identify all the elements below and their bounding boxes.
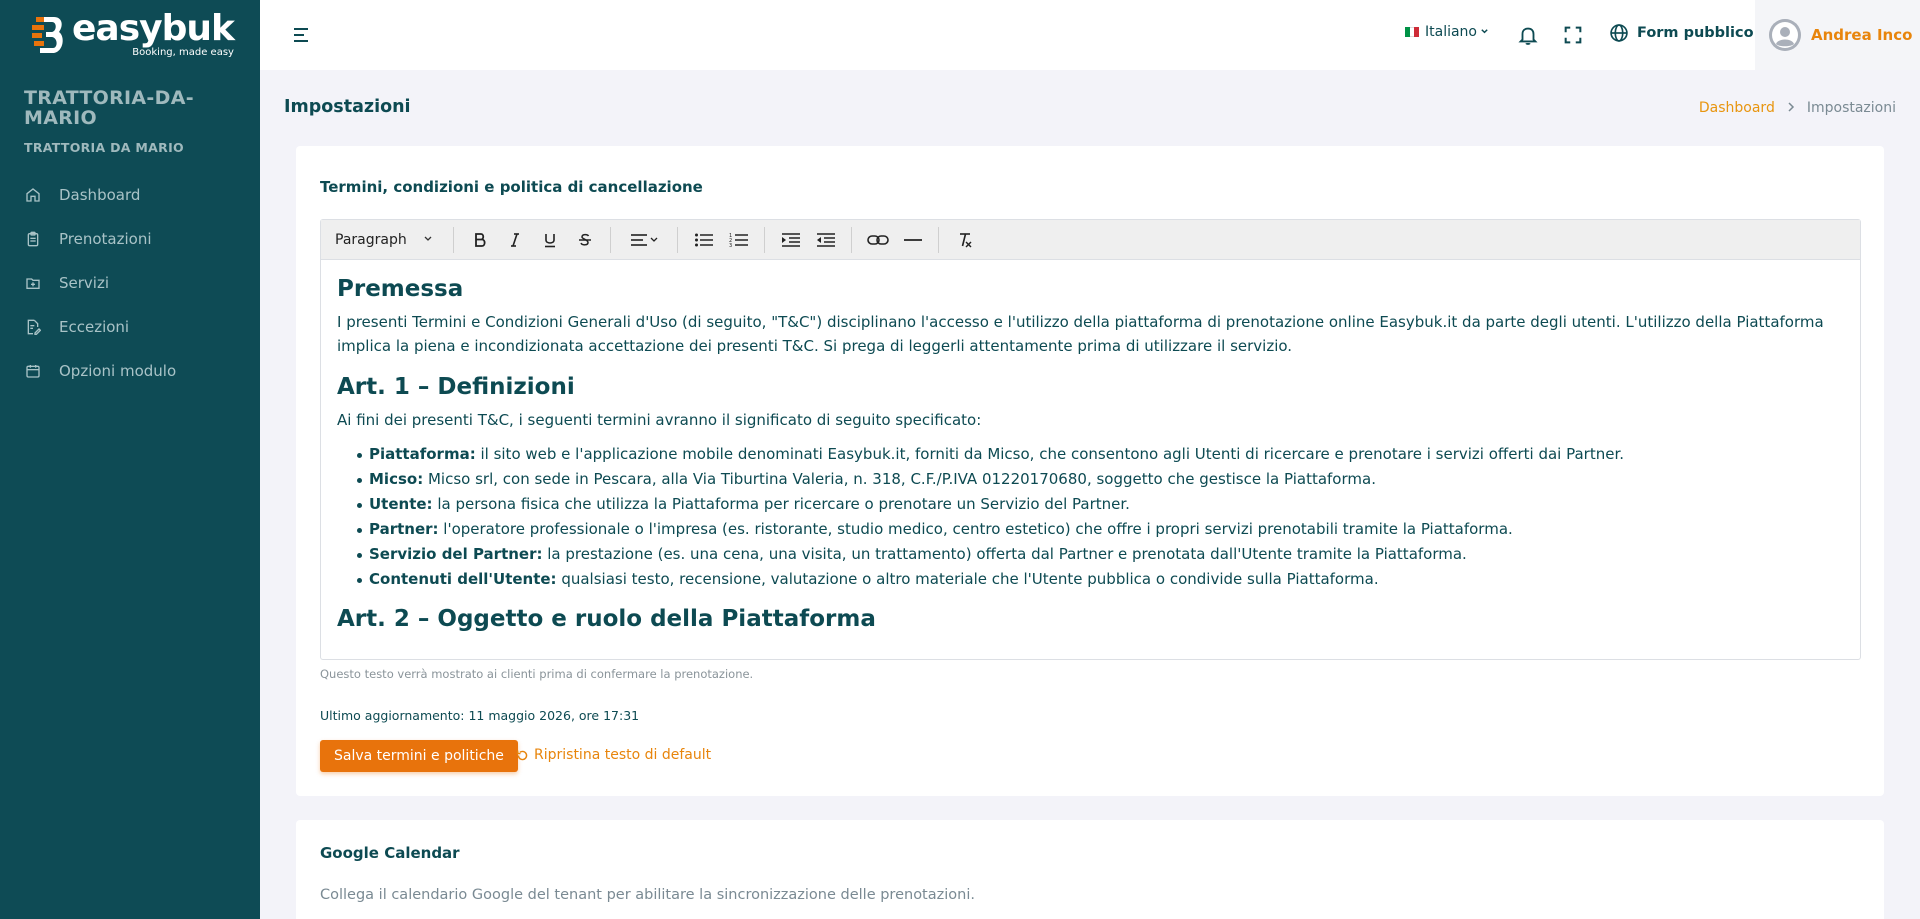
save-terms-button[interactable]: Salva termini e politiche [320, 740, 518, 772]
chevron-down-icon [1480, 24, 1489, 40]
underline-icon[interactable] [532, 225, 567, 255]
menu-toggle-icon[interactable] [292, 25, 312, 45]
toolbar-divider [764, 227, 765, 253]
toolbar-divider [851, 227, 852, 253]
bold-icon[interactable] [462, 225, 497, 255]
indent-icon[interactable] [773, 225, 808, 255]
definitions-list [357, 442, 1844, 592]
tenant-name: TRATTORIA DA MARIO [24, 140, 184, 155]
sidebar-item-servizi[interactable] [0, 261, 260, 305]
sidebar-item-label: Eccezioni [59, 318, 130, 336]
list-item [357, 567, 1844, 592]
sidebar [0, 0, 260, 919]
align-left-icon[interactable] [619, 225, 669, 255]
brand-logo[interactable] [0, 0, 260, 70]
toolbar-divider [677, 227, 678, 253]
user-menu[interactable] [1755, 0, 1920, 70]
top-header [260, 0, 1920, 70]
definition-text: il sito web e l'applicazione mobile denominati Easybuk.it, forniti da Micso, che consentono agli Utenti di ricercare e prenotare i servizi offerti dai Partner. [475, 445, 1625, 463]
italy-flag-icon [1405, 27, 1419, 37]
italic-icon[interactable] [497, 225, 532, 255]
sidebar-item-label: Opzioni modulo [59, 362, 177, 380]
reset-icon [516, 749, 529, 762]
public-form-label: Form pubblico [1637, 25, 1754, 41]
file-edit-icon [24, 318, 42, 336]
sidebar-item-eccezioni[interactable] [0, 305, 260, 349]
outdent-icon[interactable] [808, 225, 843, 255]
last-updated-text: Ultimo aggiornamento: 11 maggio 2026, ore 17:31 [320, 708, 640, 723]
heading-art2: Art. 2 – Oggetto e ruolo della Piattaforma [337, 606, 876, 632]
avatar [1769, 19, 1801, 51]
chevron-right-icon [1787, 100, 1795, 116]
list-item [357, 442, 1844, 467]
definition-term: Utente: [369, 495, 433, 513]
list-item [357, 517, 1844, 542]
definition-text: la persona fisica che utilizza la Piattaforma per ricercare o prenotare un Servizio del Partner. [432, 495, 1130, 513]
definition-term: Contenuti dell'Utente: [369, 570, 557, 588]
block-format-select[interactable] [335, 232, 445, 248]
reset-default-button[interactable] [516, 747, 711, 763]
google-calendar-title: Google Calendar [320, 844, 460, 862]
toolbar-divider [453, 227, 454, 253]
editor-toolbar [321, 220, 1860, 260]
brand-name: easybuk [72, 8, 234, 49]
definition-term: Partner: [369, 520, 439, 538]
definition-term: Micso: [369, 470, 424, 488]
easybuk-logo-icon [30, 15, 66, 55]
block-format-value: Paragraph [335, 231, 407, 248]
paragraph-art1: Ai fini dei presenti T&C, i seguenti termini avranno il significato di seguito specificato: [337, 411, 982, 429]
horizontal-rule-icon[interactable] [895, 225, 930, 255]
bullet-list-icon[interactable] [686, 225, 721, 255]
terms-card-title: Termini, condizioni e politica di cancellazione [320, 178, 703, 196]
globe-icon [1609, 23, 1629, 43]
chevron-down-icon [423, 232, 433, 248]
language-label: Italiano [1425, 24, 1477, 40]
breadcrumb-current: Impostazioni [1806, 100, 1896, 116]
sidebar-item-prenotazioni[interactable] [0, 217, 260, 261]
definition-text: l'operatore professionale o l'impresa (es. ristorante, studio medico, centro estetico) che offre i propri servizi prenotabili tramite la Piattaforma. [438, 520, 1513, 538]
definition-term: Piattaforma: [369, 445, 476, 463]
numbered-list-icon[interactable] [721, 225, 756, 255]
google-calendar-card [296, 820, 1884, 919]
brand-tagline: Booking, made easy [132, 47, 234, 58]
heading-art1: Art. 1 – Definizioni [337, 374, 575, 400]
svg-text:2: 2 [728, 237, 732, 244]
svg-text:1: 1 [728, 232, 732, 239]
breadcrumb [1699, 100, 1896, 116]
heading-premessa: Premessa [337, 276, 464, 302]
calendar-icon [24, 362, 42, 380]
tenant-info [0, 70, 260, 155]
definition-text: la prestazione (es. una cena, una visita, un trattamento) offerta dal Partner e prenotata dall'Utente tramite la Piattaforma. [542, 545, 1467, 563]
sidebar-item-label: Dashboard [59, 186, 141, 204]
public-form-link[interactable] [1609, 23, 1754, 43]
editor-content[interactable] [321, 260, 1860, 654]
breadcrumb-dashboard-link[interactable]: Dashboard [1698, 100, 1775, 116]
toolbar-divider [610, 227, 611, 253]
list-item [357, 467, 1844, 492]
paragraph-premessa: I presenti Termini e Condizioni Generali d'Uso (di seguito, "T&C") disciplinano l'accesso e l'utilizzo della piattaforma di prenotazione online Easybuk.it da parte degli utenti. L'utilizzo della Piattaforma implica la piena e incondizionata accettazione dei presenti T&C. Si prega di leggerli attentamente prima di utilizzare il servizio. [337, 313, 1824, 355]
clipboard-icon [24, 230, 42, 248]
rich-text-editor [320, 219, 1861, 660]
fullscreen-icon[interactable] [1562, 24, 1584, 46]
sidebar-item-label: Servizi [59, 274, 110, 292]
sidebar-item-dashboard[interactable] [0, 173, 260, 217]
tenant-slug: TRATTORIA-DA-MARIO [24, 87, 194, 129]
editor-hint: Questo testo verrà mostrato ai clienti prima di confermare la prenotazione. [320, 667, 754, 681]
user-name: Andrea Inco [1811, 26, 1913, 44]
strikethrough-icon[interactable] [567, 225, 602, 255]
sidebar-item-opzioni-modulo[interactable] [0, 349, 260, 393]
google-calendar-description: Collega il calendario Google del tenant per abilitare la sincronizzazione delle prenotazioni. [320, 887, 975, 903]
page-title: Impostazioni [284, 97, 411, 117]
link-icon[interactable] [860, 225, 895, 255]
home-icon [24, 186, 42, 204]
language-selector[interactable] [1405, 24, 1489, 40]
definition-text: qualsiasi testo, recensione, valutazione o altro materiale che l'Utente pubblica o condivide sulla Piattaforma. [556, 570, 1379, 588]
bell-icon[interactable] [1517, 24, 1539, 46]
sidebar-nav [0, 173, 260, 393]
clear-formatting-icon[interactable] [947, 225, 982, 255]
definition-text: Micso srl, con sede in Pescara, alla Via Tiburtina Valeria, n. 318, C.F./P.IVA 01220170680, soggetto che gestisce la Piattaforma. [423, 470, 1376, 488]
reset-default-label: Ripristina testo di default [534, 747, 712, 763]
folder-plus-icon [24, 274, 42, 292]
list-item [357, 492, 1844, 517]
sidebar-item-label: Prenotazioni [59, 230, 152, 248]
definition-term: Servizio del Partner: [369, 545, 543, 563]
svg-text:3: 3 [728, 242, 732, 248]
terms-card [296, 146, 1884, 796]
toolbar-divider [938, 227, 939, 253]
list-item [357, 542, 1844, 567]
